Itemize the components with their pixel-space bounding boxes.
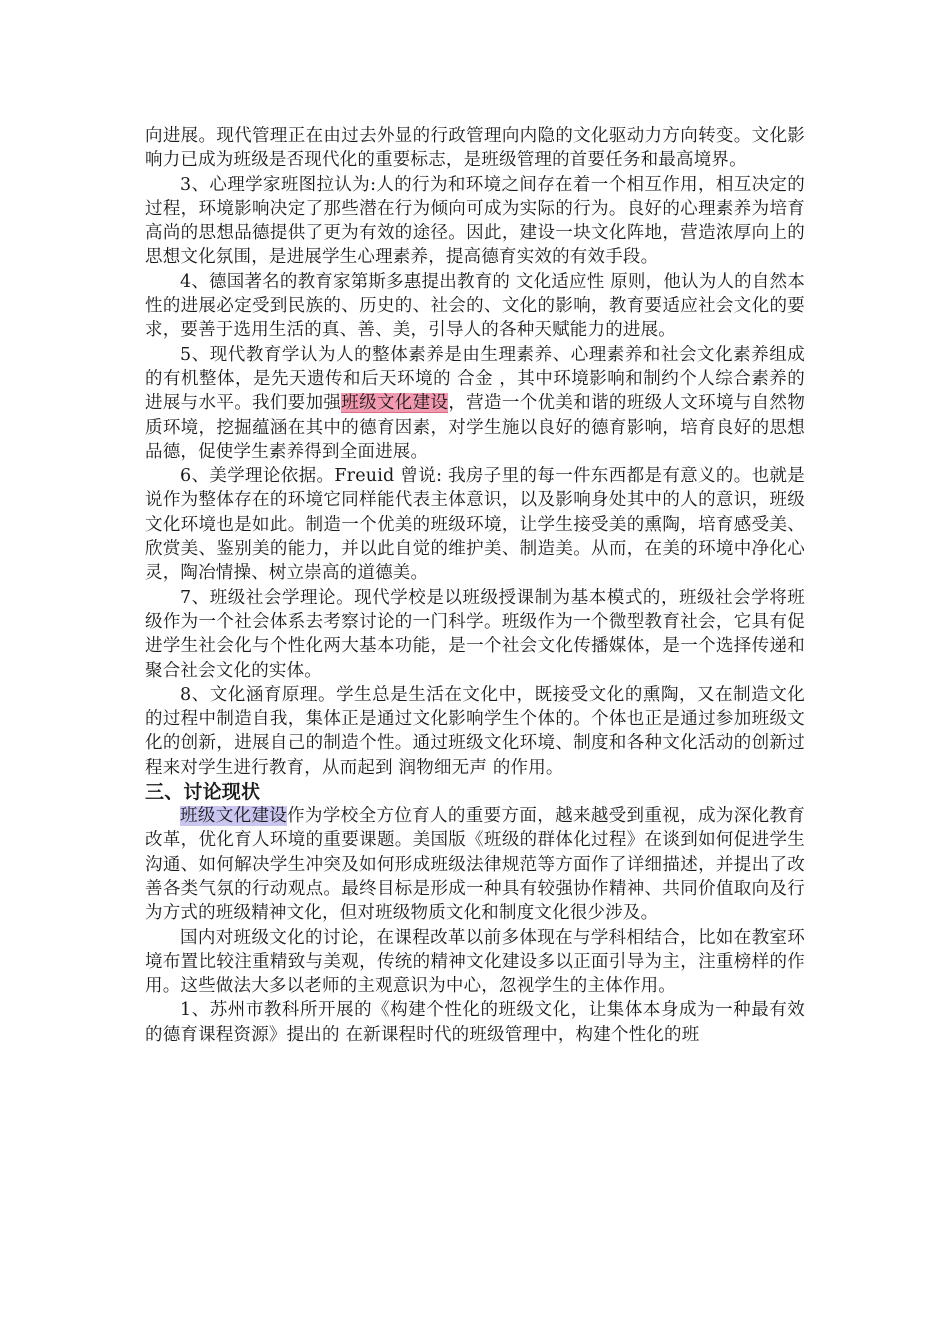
section-paragraph-1-after: 作为学校全方位育人的重要方面，越来越受到重视，成为深化教育改革，优化育人环境的重要课题。美国版《班级的群体化过程》在谈到如何促进学生沟通、如何解决学生冲突及如何形成班级法律规范等方面作了详细描述，并提出了改善各类气氛的行动观点。最终目标是形成一种具有较强协作精神、共同价值取向及行为方式的班级精神文化，但对班级物质文化和制度文化很少涉及。 <box>145 806 805 924</box>
paragraph-4-before: 5、现代教育学认为人的整体素养是由生理素养、心理素养和社会文化素养组成的有机整体，是先天遗传和后天环境的 合金 ，其中环境影响和制约个人综合素养的进展与水平。我们要加强 <box>145 344 805 414</box>
section-heading: 三、讨论现状 <box>145 781 261 804</box>
section-paragraph-1 <box>145 804 805 925</box>
section-paragraph-2: 国内对班级文化的讨论，在课程改革以前多体现在与学科相结合，比如在教室环境布置比较注重精致与美观，传统的精神文化建设多以正面引导为主，注重榜样的作用。这些做法大多以老师的主观意识为中心，忽视学生的主体作用。 <box>145 927 805 997</box>
paragraph-6: 7、班级社会学理论。现代学校是以班级授课制为基本模式的，班级社会学将班级作为一个社会体系去考察讨论的一门科学。班级作为一个微型教育社会，它具有促进学生社会化与个性化两大基本功能，是一个社会文化传播媒体，是一个选择传递和聚合社会文化的实体。 <box>145 587 805 681</box>
paragraph-5: 6、美学理论依据。Freuid 曾说: 我房子里的每一件东西都是有意义的。也就是说作为整体存在的环境它同样能代表主体意识，以及影响身处其中的人的意识，班级文化环境也是如此。制造一个优美的班级环境，让学生接受美的熏陶，培育感受美、欣赏美、鉴别美的能力，并以此自觉的维护美、制造美。从而，在美的环境中净化心灵，陶冶情操、树立崇高的道德美。 <box>145 466 805 584</box>
paragraph-3: 4、德国著名的教育家第斯多惠提出教育的 文化适应性 原则，他认为人的自然本性的进展必定受到民族的、历史的、社会的、文化的影响，教育要适应社会文化的要求，要善于选用生活的真、善、美，引导人的各种天赋能力的进展。 <box>145 271 805 341</box>
highlight-class-culture-2: 班级文化建设 <box>180 806 288 827</box>
document-page <box>145 124 805 1047</box>
section-paragraph-3: 1、苏州市教科所开展的《构建个性化的班级文化，让集体本身成为一种最有效的德育课程资源》提出的 在新课程时代的班级管理中，构建个性化的班 <box>145 1000 805 1045</box>
highlight-class-culture: 班级文化建设 <box>341 393 449 414</box>
paragraph-7: 8、文化涵育原理。学生总是生活在文化中，既接受文化的熏陶，又在制造文化的过程中制造自我，集体正是通过文化影响学生个体的。个体也正是通过参加班级文化的创新，进展自己的制造个性。通过班级文化环境、制度和各种文化活动的创新过程来对学生进行教育，从而起到 润物细无声 的作用。 <box>145 684 805 778</box>
paragraph-4-after: ，营造一个优美和谐的班级人文环境与自然物质环境，挖掘蕴涵在其中的德育因素，对学生施以良好的德育影响，培育良好的思想品德，促使学生素养得到全面进展。 <box>145 393 806 462</box>
paragraph-2: 3、心理学家班图拉认为:人的行为和环境之间存在着一个相互作用，相互决定的过程，环境影响决定了那些潜在行为倾向可成为实际的行为。良好的心理素养为培育高尚的思想品德提供了更为有效的途径。因此，建设一块文化阵地，营造浓厚向上的思想文化氛围，是进展学生心理素养，提高德育实效的有效手段。 <box>145 174 805 268</box>
paragraph-1: 向进展。现代管理正在由过去外显的行政管理向内隐的文化驱动力方向转变。文化影响力已成为班级是否现代化的重要标志，是班级管理的首要任务和最高境界。 <box>145 126 805 171</box>
paragraph-4 <box>145 343 805 464</box>
